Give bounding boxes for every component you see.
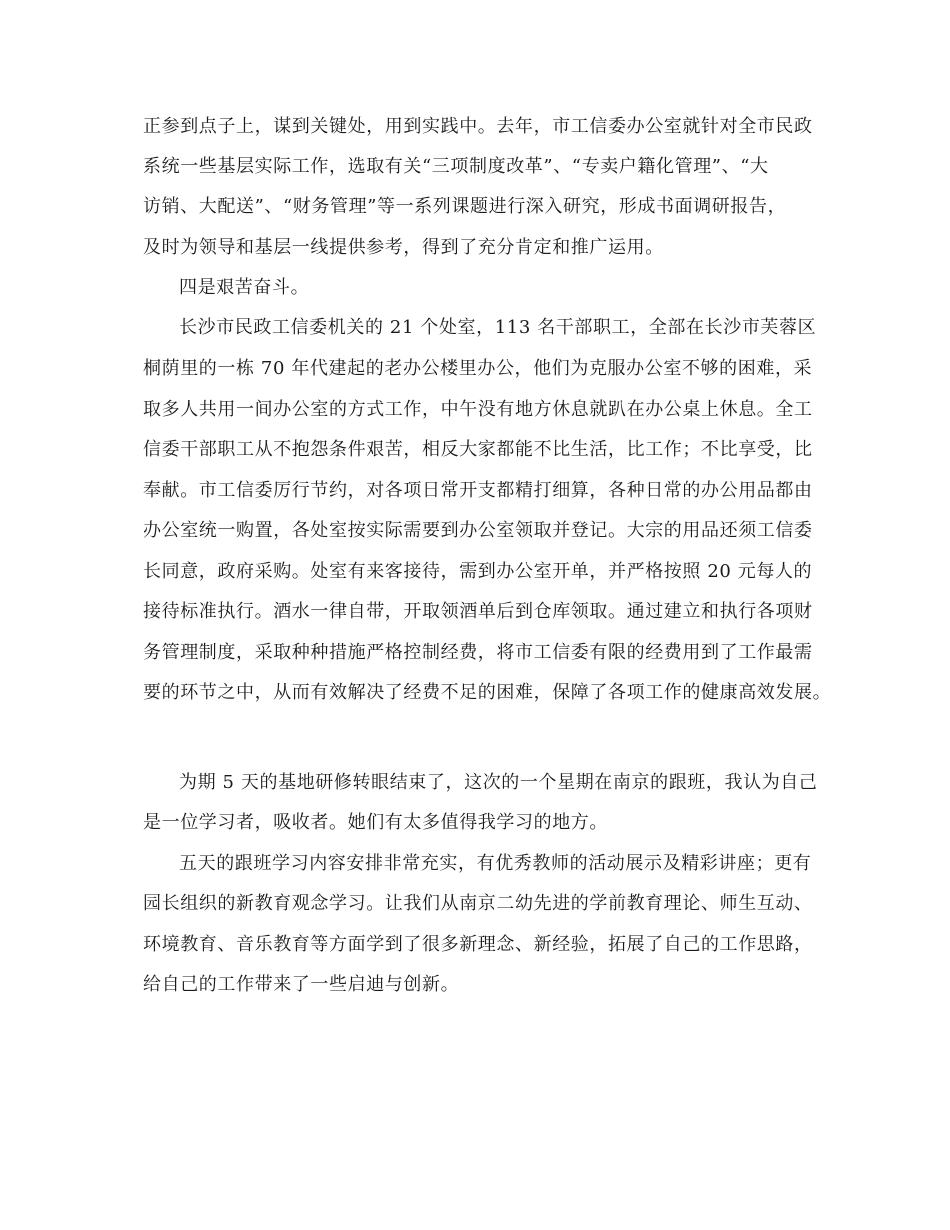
text-line: 取多人共用一间办公室的方式工作，中午没有地方休息就趴在办公桌上休息。全工: [143, 399, 813, 420]
text-line: 四是艰苦奋斗。: [179, 277, 310, 298]
text-line: 给自己的工作带来了一些启迪与创新。: [143, 974, 460, 995]
text-line: 长同意，政府采购。处室有来客接待，需到办公室开单，并严格按照 20 元每人的: [143, 561, 813, 582]
text-line: 正参到点子上，谋到关键处，用到实践中。去年，市工信委办公室就针对全市民政: [143, 116, 813, 137]
text-line: 要的环节之中，从而有效解决了经费不足的困难，保障了各项工作的健康高效发展。: [143, 682, 832, 703]
text-line: 信委干部职工从不抱怨条件艰苦，相反大家都能不比生活，比工作；不比享受，比: [143, 439, 813, 460]
text-line: 系统一些基层实际工作，选取有关“三项制度改革”、“专卖户籍化管理”、“大: [143, 156, 769, 177]
text-line: 是一位学习者，吸收者。她们有太多值得我学习的地方。: [143, 812, 608, 833]
text-line: 环境教育、音乐教育等方面学到了很多新理念、新经验，拓展了自己的工作思路，: [143, 934, 813, 955]
text-line: 桐荫里的一栋 70 年代建起的老办公楼里办公，他们为克服办公室不够的困难，采: [143, 358, 813, 379]
text-line: 及时为领导和基层一线提供参考，得到了充分肯定和推广运用。: [143, 237, 664, 258]
text-line: 办公室统一购置，各处室按实际需要到办公室领取并登记。大宗的用品还须工信委: [143, 520, 813, 541]
text-line: 访销、大配送”、“财务管理”等一系列课题进行深入研究，形成书面调研报告，: [143, 196, 787, 217]
text-line: 为期 5 天的基地研修转眼结束了，这次的一个星期在南京的跟班，我认为自己: [179, 772, 818, 793]
text-line: 奉献。市工信委厉行节约，对各项日常开支都精打细算，各种日常的办公用品都由: [143, 480, 813, 501]
text-line: 接待标准执行。酒水一律自带，开取领酒单后到仓库领取。通过建立和执行各项财: [143, 601, 813, 622]
text-line: 园长组织的新教育观念学习。让我们从南京二幼先进的学前教育理论、师生互动、: [143, 893, 813, 914]
text-line: 五天的跟班学习内容安排非常充实，有优秀教师的活动展示及精彩讲座；更有: [179, 853, 812, 874]
text-line: 务管理制度，采取种种措施严格控制经费，将市工信委有限的经费用到了工作最需: [143, 642, 813, 663]
text-line: 长沙市民政工信委机关的 21 个处室，113 名干部职工，全部在长沙市芙蓉区: [179, 317, 817, 338]
